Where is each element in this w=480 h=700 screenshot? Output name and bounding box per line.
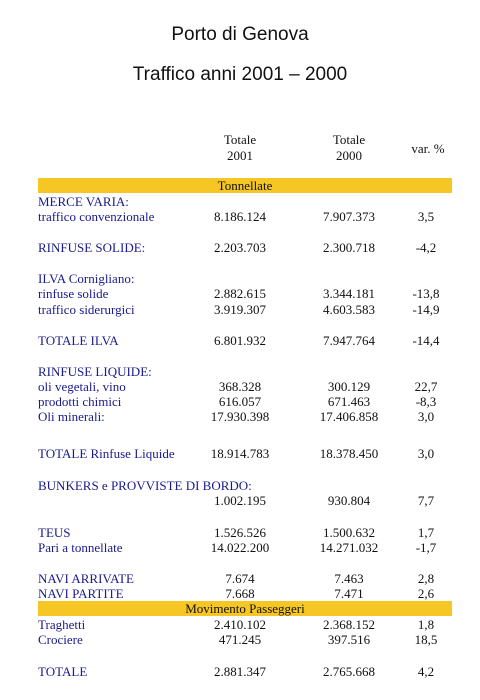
table-row xyxy=(0,240,480,256)
value-variation: -8,3 xyxy=(415,394,437,409)
value-2001: 18.914.783 xyxy=(210,446,270,461)
table-row xyxy=(0,446,480,462)
table-row xyxy=(0,632,480,648)
value-2001: 2.881.347 xyxy=(214,664,266,679)
value-2000: 17.406.858 xyxy=(319,409,379,424)
value-variation: 2,8 xyxy=(417,571,435,586)
value-variation: 2,6 xyxy=(417,586,435,601)
value-2000: 2.765.668 xyxy=(323,664,375,679)
value-variation: 4,2 xyxy=(417,664,435,679)
value-variation: -14,4 xyxy=(412,333,440,348)
table-row xyxy=(0,571,480,587)
row-label: Oli minerali: xyxy=(38,409,105,424)
row-label: BUNKERS e PROVVISTE DI BORDO: xyxy=(38,478,252,493)
value-2000: 18.378.450 xyxy=(319,446,379,461)
value-2000: 397.516 xyxy=(327,632,371,647)
column-header-2001: Totale 2001 xyxy=(223,132,257,163)
value-2001: 7.674 xyxy=(225,571,255,586)
value-2001: 3.919.307 xyxy=(214,302,266,317)
value-2000: 7.907.373 xyxy=(323,209,375,224)
value-variation: 1,8 xyxy=(417,617,435,632)
value-2000: 14.271.032 xyxy=(319,540,379,555)
table-row xyxy=(0,364,480,380)
row-label: TOTALE xyxy=(38,664,88,679)
table-row xyxy=(0,271,480,287)
table-row xyxy=(0,379,480,395)
table-row xyxy=(0,194,480,210)
value-2000: 2.300.718 xyxy=(323,240,375,255)
value-2001: 1.002.195 xyxy=(214,493,266,508)
value-variation: -1,7 xyxy=(415,540,437,555)
row-label: RINFUSE SOLIDE: xyxy=(38,240,146,255)
table-row xyxy=(0,617,480,633)
value-2001: 2.882.615 xyxy=(214,286,266,301)
row-label: rinfuse solide xyxy=(38,286,109,301)
value-variation: -4,2 xyxy=(415,240,437,255)
value-2001: 471.245 xyxy=(218,632,262,647)
value-variation: 3,0 xyxy=(417,409,435,424)
document-title: Porto di Genova xyxy=(171,24,309,45)
value-2001: 616.057 xyxy=(218,394,262,409)
row-label: traffico siderurgici xyxy=(38,302,135,317)
row-label: traffico convenzionale xyxy=(38,209,155,224)
section-band-passeggeri: Movimento Passeggeri xyxy=(38,601,452,616)
table-row xyxy=(0,302,480,318)
table-row xyxy=(0,333,480,349)
column-header-2000: Totale 2000 xyxy=(332,132,366,163)
table-row xyxy=(0,525,480,541)
value-2001: 14.022.200 xyxy=(210,540,270,555)
value-2000: 4.603.583 xyxy=(323,302,375,317)
table-row xyxy=(0,493,480,509)
row-label: RINFUSE LIQUIDE: xyxy=(38,364,152,379)
value-2000: 930.804 xyxy=(327,493,371,508)
value-2000: 1.500.632 xyxy=(323,525,375,540)
table-row xyxy=(0,540,480,556)
table-row xyxy=(0,394,480,410)
value-2000: 2.368.152 xyxy=(323,617,375,632)
value-2001: 368.328 xyxy=(218,379,262,394)
value-2001: 1.526.526 xyxy=(214,525,266,540)
value-2000: 7.471 xyxy=(334,586,364,601)
value-variation: 18,5 xyxy=(414,632,438,647)
row-label: NAVI ARRIVATE xyxy=(38,571,134,586)
value-2000: 7.947.764 xyxy=(323,333,375,348)
value-2001: 6.801.932 xyxy=(214,333,266,348)
table-row xyxy=(0,664,480,680)
row-label: NAVI PARTITE xyxy=(38,586,124,601)
value-variation: 7,7 xyxy=(417,493,435,508)
value-2001: 17.930.398 xyxy=(210,409,270,424)
value-variation: 22,7 xyxy=(414,379,438,394)
row-label: prodotti chimici xyxy=(38,394,122,409)
table-row xyxy=(0,586,480,602)
value-2001: 7.668 xyxy=(225,586,255,601)
value-2001: 2.410.102 xyxy=(214,617,266,632)
row-label: TEUS xyxy=(38,525,71,540)
value-2000: 300.129 xyxy=(327,379,371,394)
value-2000: 3.344.181 xyxy=(323,286,375,301)
table-row xyxy=(0,286,480,302)
row-label: Crociere xyxy=(38,632,83,647)
row-label: Pari a tonnellate xyxy=(38,540,123,555)
value-2000: 7.463 xyxy=(334,571,364,586)
value-variation: 3,5 xyxy=(417,209,435,224)
column-header-variation: var. % xyxy=(411,141,445,156)
document-subtitle: Traffico anni 2001 – 2000 xyxy=(132,64,348,85)
row-label: ILVA Cornigliano: xyxy=(38,271,135,286)
value-2000: 671.463 xyxy=(327,394,371,409)
value-2001: 8.186.124 xyxy=(214,209,266,224)
value-2001: 2.203.703 xyxy=(214,240,266,255)
row-label: Traghetti xyxy=(38,617,86,632)
row-label: MERCE VARIA: xyxy=(38,194,129,209)
row-label: TOTALE ILVA xyxy=(38,333,119,348)
table-row xyxy=(0,209,480,225)
value-variation: 1,7 xyxy=(417,525,435,540)
value-variation: -14,9 xyxy=(412,302,440,317)
table-row xyxy=(0,409,480,425)
value-variation: -13,8 xyxy=(412,286,440,301)
section-band-tonnellate: Tonnellate xyxy=(38,178,452,193)
table-row xyxy=(0,478,480,494)
row-label: oli vegetali, vino xyxy=(38,379,126,394)
value-variation: 3,0 xyxy=(417,446,435,461)
row-label: TOTALE Rinfuse Liquide xyxy=(38,446,175,461)
